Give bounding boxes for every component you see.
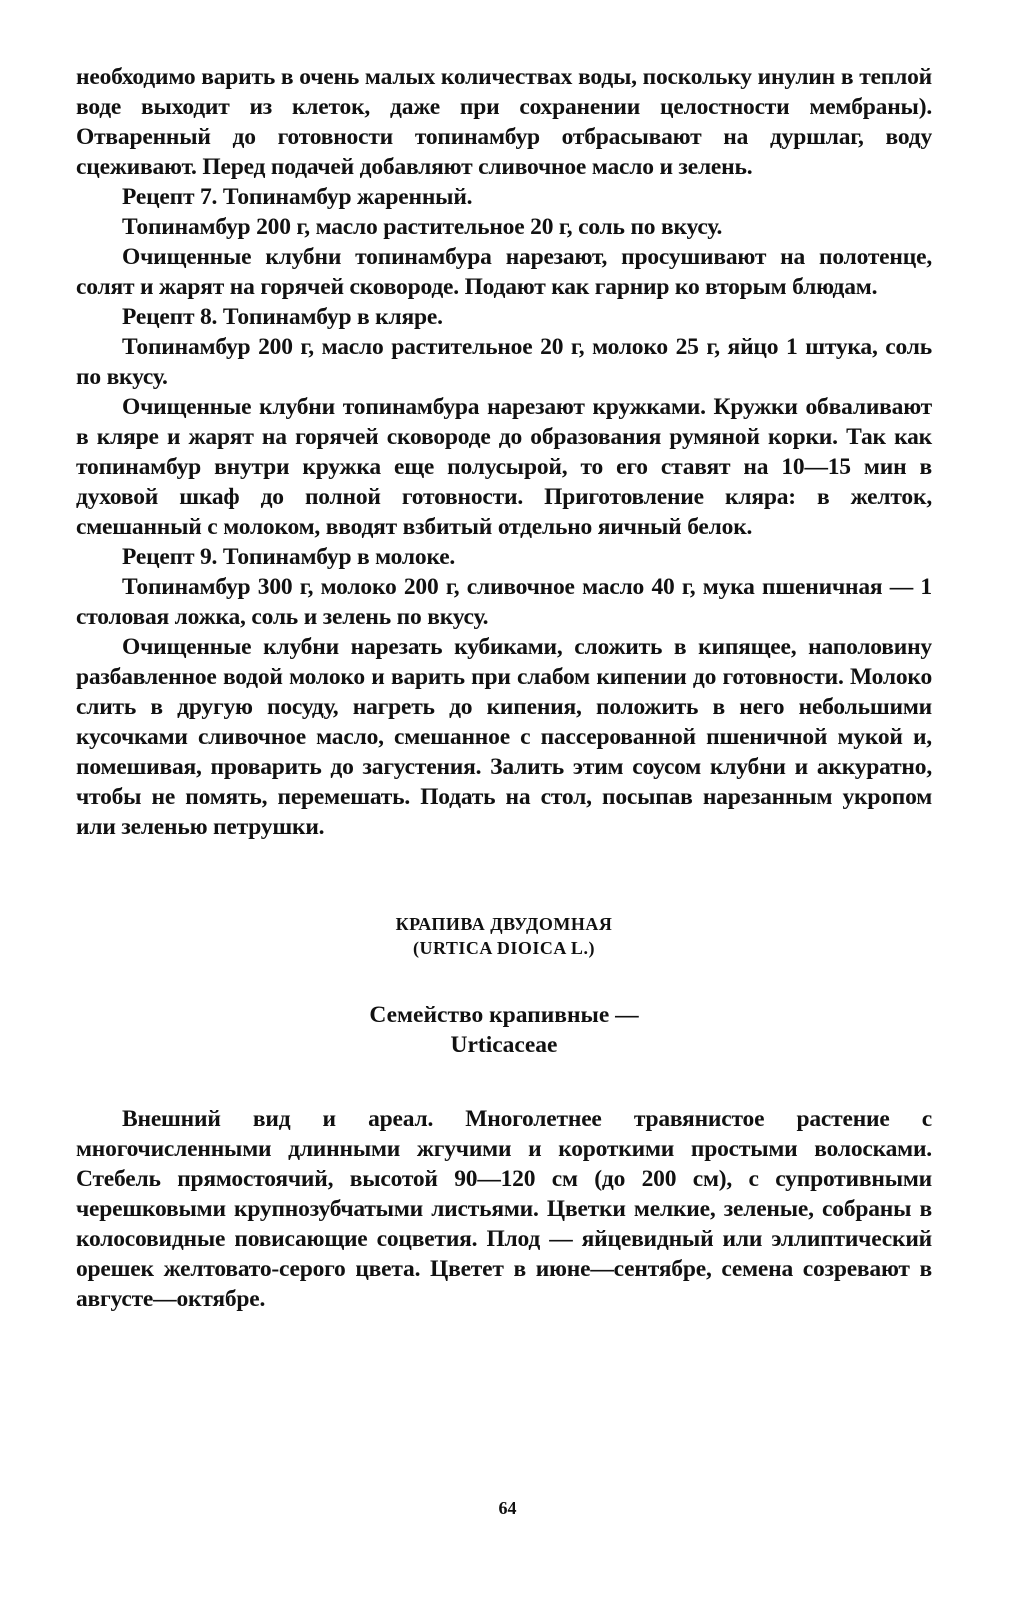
page-number: 64 <box>498 1498 517 1518</box>
recipe-8-title: Рецепт 8. Топинамбур в кляре. <box>122 304 443 330</box>
recipe-7-ingredients: Топинамбур 200 г, масло растительное 20 г, соль по вкусу. <box>122 214 723 240</box>
page-body <box>76 62 932 1314</box>
recipe-9-title: Рецепт 9. Топинамбур в молоке. <box>122 544 456 570</box>
family-heading <box>76 1000 932 1060</box>
recipe-7-title: Рецепт 7. Топинамбур жаренный. <box>122 184 473 210</box>
family-line1: Семейство крапивные — <box>369 1002 639 1028</box>
recipe-8-method: Очищенные клубни топинамбура нарезают кружками. Кружки обваливают в кляре и жарят на горячей сковороде до образования румяной корки. Так как топинамбур внутри кружка еще полусырой, то его ставят на 10—15 мин в духовой шкаф до полной готовности. Приготовление кляра: в желток, смешанный с молоком, вводят взбитый отдельно яичный белок. <box>76 394 932 540</box>
family-line2: Urticaceae <box>450 1032 558 1058</box>
recipe-9-ingredients: Топинамбур 300 г, молоко 200 г, сливочное масло 40 г, мука пшеничная — 1 столовая ложка, соль и зелень по вкусу. <box>76 574 932 630</box>
section-title-line1: КРАПИВА ДВУДОМНАЯ <box>395 914 613 934</box>
recipe-7-method: Очищенные клубни топинамбура нарезают, просушивают на полотенце, солят и жарят на горячей сковороде. Подают как гарнир ко вторым блюдам. <box>76 244 932 300</box>
paragraph-continuation: необходимо варить в очень малых количествах воды, поскольку инулин в теплой воде выходит из клеток, даже при сохранении целостности мембраны). Отваренный до готовности топинамбур отбрасывают на дуршлаг, воду сцеживают. Перед подачей добавляют сливочное масло и зелень. <box>76 64 932 180</box>
recipe-9-method: Очищенные клубни нарезать кубиками, сложить в кипящее, наполовину разбавленное водой молоко и варить при слабом кипении до готовности. Молоко слить в другую посуду, нагреть до кипения, положить в него небольшими кусочками сливочное масло, смешанное с пассерованной пшеничной мукой и, помешивая, проварить до загустения. Залить этим соусом клубни и аккуратно, чтобы не помять, перемешать. Подать на стол, посыпав нарезанным укропом или зеленью петрушки. <box>76 634 932 840</box>
recipe-8-ingredients: Топинамбур 200 г, масло растительное 20 г, молоко 25 г, яйцо 1 штука, соль по вкусу. <box>76 334 932 390</box>
section-title-line2: (URTICA DIOICA L.) <box>413 938 595 958</box>
section-title <box>76 912 932 960</box>
section-description: Внешний вид и ареал. Многолетнее травянистое растение с многочисленными длинными жгучими и короткими простыми волосками. Стебель прямостоячий, высотой 90—120 см (до 200 см), с супротивными черешковыми крупнозубчатыми листьями. Цветки мелкие, зеленые, собраны в колосовидные повисающие соцветия. Плод — яйцевидный или эллиптический орешек желтовато-серого цвета. Цветет в июне—сентябре, семена созревают в августе—октябре. <box>76 1106 932 1312</box>
